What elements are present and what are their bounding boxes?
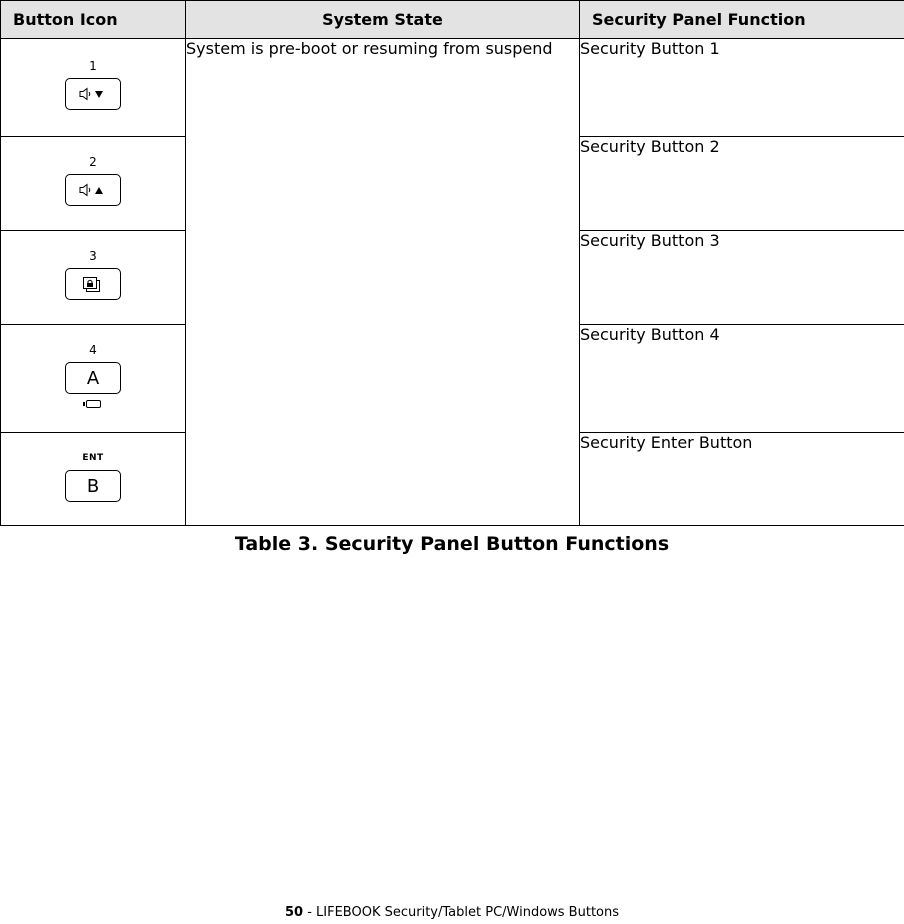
volume-up-icon [78,183,108,197]
function-cell: Security Button 3 [580,231,904,325]
function-cell: Security Button 1 [580,39,904,137]
icon-label: 3 [89,249,97,263]
icon-cell [1,231,186,325]
icon-label: 1 [89,59,97,73]
screen-lock-icon [83,275,103,293]
table-row [1,39,904,137]
battery-icon [83,400,103,409]
function-cell: Security Enter Button [580,433,904,526]
button-key-4: A [65,362,121,394]
icon-cell [1,137,186,231]
button-key-2 [65,174,121,206]
function-cell: Security Button 4 [580,325,904,433]
button-key-1 [65,78,121,110]
icon-label: 4 [89,343,97,357]
icon-cell [1,39,186,137]
enter-icon-label: ENT [82,453,104,463]
button-key-3 [65,268,121,300]
button-key-enter: B [65,470,121,502]
function-cell: Security Button 2 [580,137,904,231]
header-security-function: Security Panel Function [580,1,904,39]
header-system-state: System State [186,1,580,39]
icon-cell [1,325,186,433]
system-state-cell: System is pre-boot or resuming from suspend [186,39,580,526]
icon-cell [1,433,186,526]
page-number: 50 [284,905,304,920]
footer-text: - LIFEBOOK Security/Tablet PC/Windows Buttons [303,905,620,920]
icon-label: 2 [89,155,97,169]
header-button-icon: Button Icon [1,1,186,39]
table-header-row [1,1,904,39]
page-footer [0,905,904,920]
table-caption: Table 3. Security Panel Button Functions [234,533,670,555]
volume-down-icon [78,87,108,101]
